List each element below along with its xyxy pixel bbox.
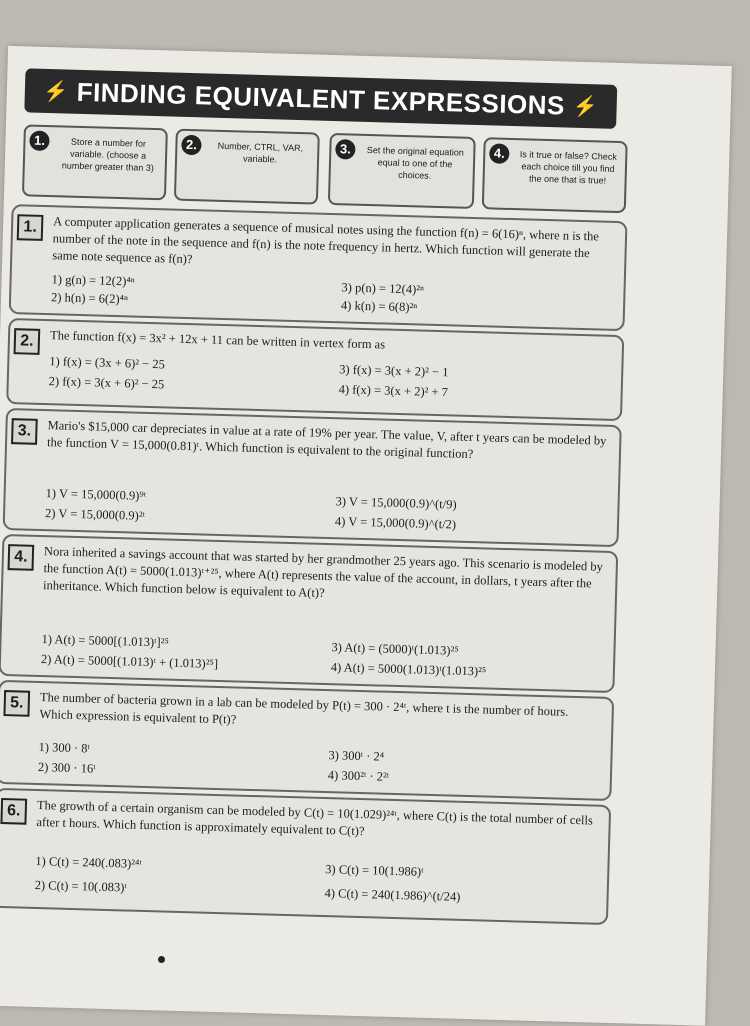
choice-1: 1) g(n) = 12(2)⁴ⁿ — [51, 272, 135, 289]
choice-3: 3) A(t) = (5000)ᵗ(1.013)²⁵ — [331, 640, 459, 658]
choice-1: 1) A(t) = 5000[(1.013)ᵗ]²⁵ — [41, 632, 169, 650]
decoration-icon: ⚡ — [42, 80, 69, 104]
question-number: 4. — [8, 544, 35, 571]
choice-2: 2) h(n) = 6(2)⁴ⁿ — [50, 290, 129, 307]
question-prompt: Nora inherited a savings account that was started by her grandmother 25 years ago. This scenario is modeled by the function A(t) = 5000(1.013)ᵗ⁺²⁵, where A(t) represents the value of the account, in dollars, t years after the inheritance. Which function below is equivalent to A(t)? — [42, 544, 604, 600]
choice-2: 2) C(t) = 10(.083)ᵗ — [34, 877, 127, 895]
step-box-1 — [22, 124, 168, 200]
question-1 — [9, 204, 628, 331]
step-number: 4. — [489, 143, 510, 164]
question-number: 1. — [17, 214, 44, 241]
choice-2: 2) A(t) = 5000[(1.013)ᵗ + (1.013)²⁵] — [40, 652, 219, 671]
worksheet-title-banner — [24, 68, 617, 129]
choice-4: 4) k(n) = 6(8)²ⁿ — [340, 298, 418, 315]
step-text: Is it true or false? Check each choice till you find the one that is true! — [519, 149, 617, 186]
step-text: Set the original equation equal to one of the choices. — [366, 144, 465, 181]
choice-4: 4) f(x) = 3(x + 2)² + 7 — [338, 382, 449, 400]
step-box-2 — [174, 129, 320, 205]
question-2 — [6, 318, 624, 421]
choice-4: 4) V = 15,000(0.9)^(t/2) — [334, 514, 457, 532]
choice-3: 3) 300ᵗ · 2⁴ — [328, 748, 385, 764]
choice-4: 4) 300²ᵗ · 2²ᵗ — [327, 768, 390, 784]
question-prompt: The function f(x) = 3x² + 12x + 11 can be written in vertex form as — [49, 328, 386, 352]
choice-4: 4) C(t) = 240(1.986)^(t/24) — [324, 886, 461, 904]
choice-2: 2) 300 · 16ᵗ — [37, 760, 96, 776]
question-6 — [0, 788, 611, 925]
question-prompt: The growth of a certain organism can be modeled by C(t) = 10(1.029)²⁴ᵗ, where C(t) is the total number of cells after t hours. Which function is approximately equivalent to C(t)? — [36, 797, 593, 839]
question-prompt: The number of bacteria grown in a lab can be modeled by P(t) = 300 · 2⁴ᵗ, where t is the number of hours. Which expression is equivalent to P(t)? — [39, 690, 569, 727]
step-number: 1. — [29, 131, 50, 152]
choice-3: 3) C(t) = 10(1.986)ᵗ — [325, 862, 424, 879]
question-number: 3. — [11, 418, 38, 445]
choice-1: 1) f(x) = (3x + 6)² − 25 — [49, 354, 166, 372]
question-number: 5. — [3, 690, 30, 717]
question-prompt: A computer application generates a sequence of musical notes using the function f(n) = 6(16)ⁿ, where n is the number of the note in the sequence and f(n) is the note frequency in hertz. Which function will generate the same note sequence as f(n)? — [52, 214, 600, 267]
choice-3: 3) V = 15,000(0.9)^(t/9) — [335, 494, 457, 512]
choice-1: 1) C(t) = 240(.083)²⁴ᵗ — [35, 853, 142, 871]
choice-3: 3) f(x) = 3(x + 2)² − 1 — [339, 362, 449, 380]
question-number: 2. — [14, 328, 41, 355]
question-number: 6. — [0, 798, 27, 825]
step-text: Store a number for variable. (choose a number greater than 3) — [61, 136, 154, 174]
worksheet-page — [0, 46, 732, 1026]
steps-row — [22, 124, 624, 213]
step-box-4 — [482, 137, 628, 213]
choice-2: 2) f(x) = 3(x + 6)² − 25 — [48, 374, 165, 392]
choice-4: 4) A(t) = 5000(1.013)ᵗ(1.013)²⁵ — [330, 660, 487, 679]
step-number: 2. — [181, 135, 202, 156]
question-4 — [0, 534, 618, 693]
decoration-icon: ⚡ — [572, 95, 599, 118]
worksheet-title: FINDING EQUIVALENT EXPRESSIONS — [76, 76, 566, 120]
question-5 — [0, 680, 614, 801]
question-3 — [3, 408, 622, 547]
choice-2: 2) V = 15,000(0.9)²ᵗ — [44, 506, 146, 523]
question-prompt: Mario's $15,000 car depreciates in value at a rate of 19% per year. The value, V, after t years can be modeled by the function V = 15,000(0.81)ᵗ. Which function is equivalent to the original function? — [46, 418, 607, 462]
step-number: 3. — [335, 139, 356, 160]
choice-3: 3) p(n) = 12(4)²ⁿ — [341, 280, 425, 297]
table-dot — [158, 956, 165, 963]
step-box-3 — [328, 133, 476, 209]
choice-1: 1) V = 15,000(0.9)⁹ᵗ — [45, 486, 147, 503]
choice-1: 1) 300 · 8ᵗ — [38, 740, 91, 756]
step-text: Number, CTRL, VAR, variable. — [217, 140, 304, 165]
